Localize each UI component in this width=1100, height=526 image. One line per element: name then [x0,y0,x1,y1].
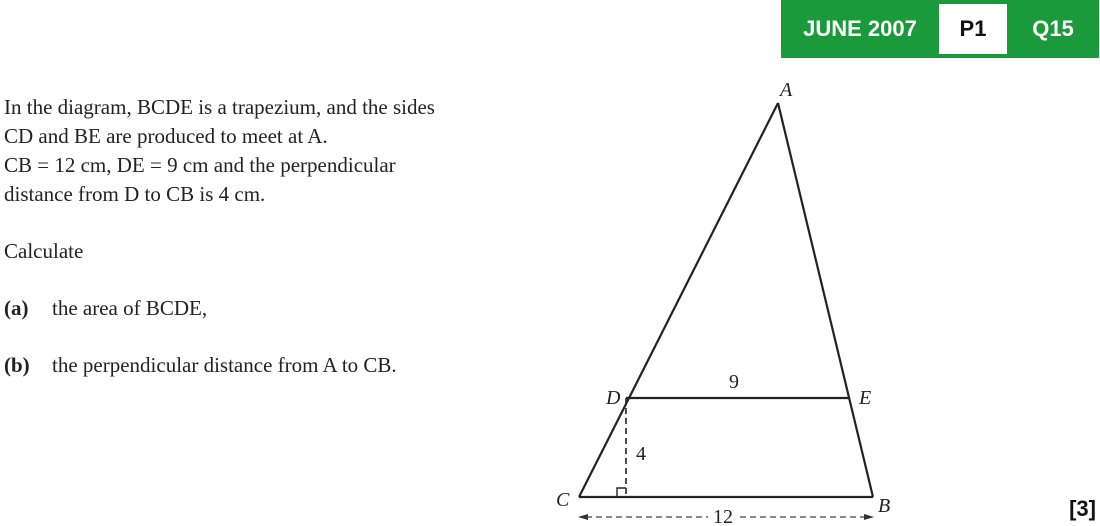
intro-line: distance from D to CB is 4 cm. [4,182,266,206]
side-ab [778,103,873,497]
question-number: Q15 [1032,16,1074,41]
part-a-label: (a) [4,296,29,320]
cb-length-label: 12 [713,506,733,526]
side-ca [579,103,778,497]
intro-line: CD and BE are produced to meet at A. [4,124,328,148]
point-b-label: B [878,495,891,517]
part-b-label: (b) [4,353,30,377]
height-label: 4 [636,443,646,465]
part-a-text: the area of BCDE, [52,296,208,320]
right-angle-mark [617,488,626,497]
point-d-label: D [606,387,621,409]
exam-date: JUNE 2007 [803,16,917,41]
marks-label: [3] [1069,496,1096,521]
de-length-label: 9 [729,371,739,393]
arrow-right-head [864,514,874,520]
instruction: Calculate [4,239,84,263]
intro-line: In the diagram, BCDE is a trapezium, and the sides [4,95,435,119]
part-b-text: the perpendicular distance from A to CB. [52,353,397,377]
intro-line: CB = 12 cm, DE = 9 cm and the perpendicular [4,153,396,177]
point-e-label: E [859,387,872,409]
point-c-label: C [556,489,570,511]
arrow-left-head [578,514,588,520]
paper-number: P1 [939,4,1007,54]
point-a-label: A [780,79,793,101]
